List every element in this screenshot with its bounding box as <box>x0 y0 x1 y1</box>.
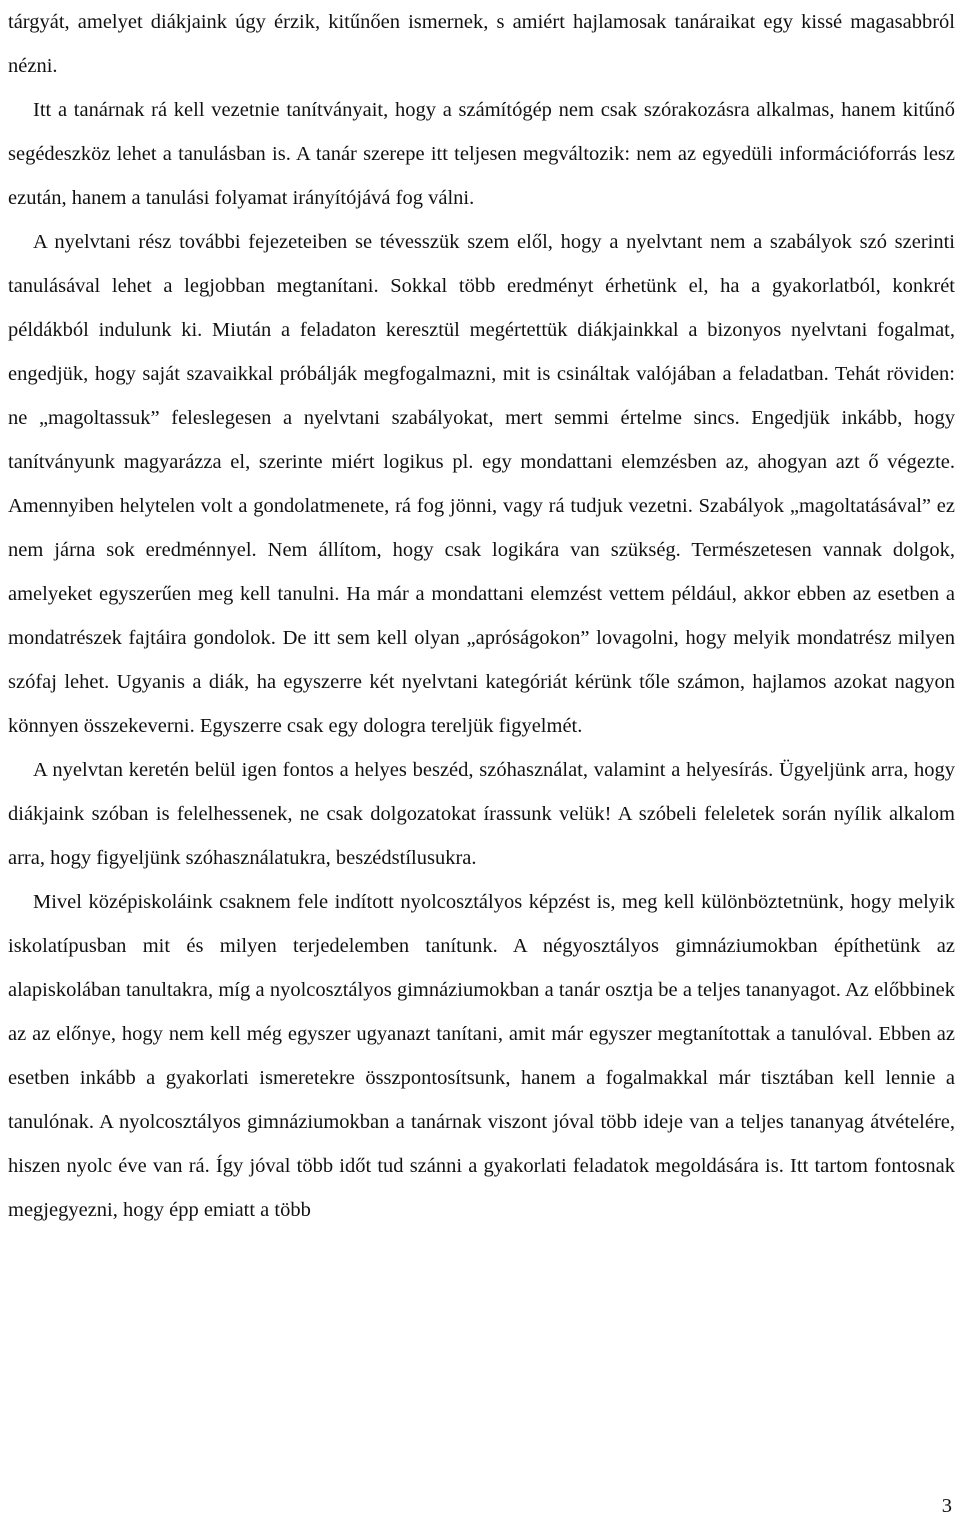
paragraph-teacher-role: Itt a tanárnak rá kell vezetnie tanítványait, hogy a számítógép nem csak szórakozásra alkalmas, hanem kitűnő segédeszköz lehet a tanulásban is. A tanár szerepe itt teljesen megváltozik: nem az egyedüli információforrás lesz ezután, hanem a tanulási folyamat irányítójává fog válni. <box>8 99 955 209</box>
paragraph-continuation: tárgyát, amelyet diákjaink úgy érzik, kitűnően ismernek, s amiért hajlamosak tanáraikat egy kissé magasabbról nézni. <box>8 11 955 77</box>
paragraph-speech-usage: A nyelvtan keretén belül igen fontos a helyes beszéd, szóhasználat, valamint a helyesírás. Ügyeljünk arra, hogy diákjaink szóban is felelhessenek, ne csak dolgozatokat írassunk velük! A szóbeli feleletek során nyílik alkalom arra, hogy figyeljünk szóhasználatukra, beszédstílusukra. <box>8 759 955 869</box>
paragraph-grammar-teaching: A nyelvtani rész további fejezeteiben se tévesszük szem elől, hogy a nyelvtant nem a szabályok szó szerinti tanulásával lehet a legjobban megtanítani. Sokkal több eredményt érhetünk el, ha a gyakorlatból, konkrét példákból indulunk ki. Miután a feladaton keresztül megértettük diákjainkkal a bizonyos nyelvtani fogalmat, engedjük, hogy saját szavaikkal próbálják megfogalmazni, mit is csináltak valójában a feladatban. Tehát röviden: ne „magoltassuk” feleslegesen a nyelvtani szabályokat, mert semmi értelme sincs. Engedjük inkább, hogy tanítványunk magyarázza el, szerinte miért logikus pl. egy mondattani elemzésben az, ahogyan azt ő végezte. Amennyiben helytelen volt a gondolatmenete, rá fog jönni, vagy rá tudjuk vezetni. Szabályok „magoltatásával” ez nem járna sok eredménnyel. Nem állítom, hogy csak logikára van szükség. Természetesen vannak dolgok, amelyeket egyszerűen meg kell tanulni. Ha már a mondattani elemzést vettem például, akkor ebben az esetben a mondatrészek fajtáira gondolok. De itt sem kell olyan „apróságokon” lovagolni, hogy melyik mondatrész milyen szófaj lehet. Ugyanis a diák, ha egyszerre két nyelvtani kategóriát kérünk tőle számon, hajlamos azokat nagyon könnyen összekeverni. Egyszerre csak egy dologra tereljük figyelmét. <box>8 231 955 737</box>
page-number: 3 <box>941 1495 952 1517</box>
document-page <box>8 0 955 1232</box>
paragraph-school-types: Mivel középiskoláink csaknem fele indított nyolcosztályos képzést is, meg kell különböztetnünk, hogy melyik iskolatípusban mit és milyen terjedelemben tanítunk. A négyosztályos gimnáziumokban építhetünk az alapiskolában tanultakra, míg a nyolcosztályos gimnáziumokban a tanár osztja be a teljes tananyagot. Az előbbinek az az előnye, hogy nem kell még egyszer ugyanazt tanítani, amit már egyszer megtanítottak a tanulóval. Ebben az esetben inkább a gyakorlati ismeretekre összpontosítsunk, hanem a fogalmakkal már tisztában kell lennie a tanulónak. A nyolcosztályos gimnáziumokban a tanárnak viszont jóval több ideje van a teljes tananyag átvételére, hiszen nyolc éve van rá. Így jóval több időt tud szánni a gyakorlati feladatok megoldására is. Itt tartom fontosnak megjegyezni, hogy épp emiatt a több <box>8 891 955 1221</box>
